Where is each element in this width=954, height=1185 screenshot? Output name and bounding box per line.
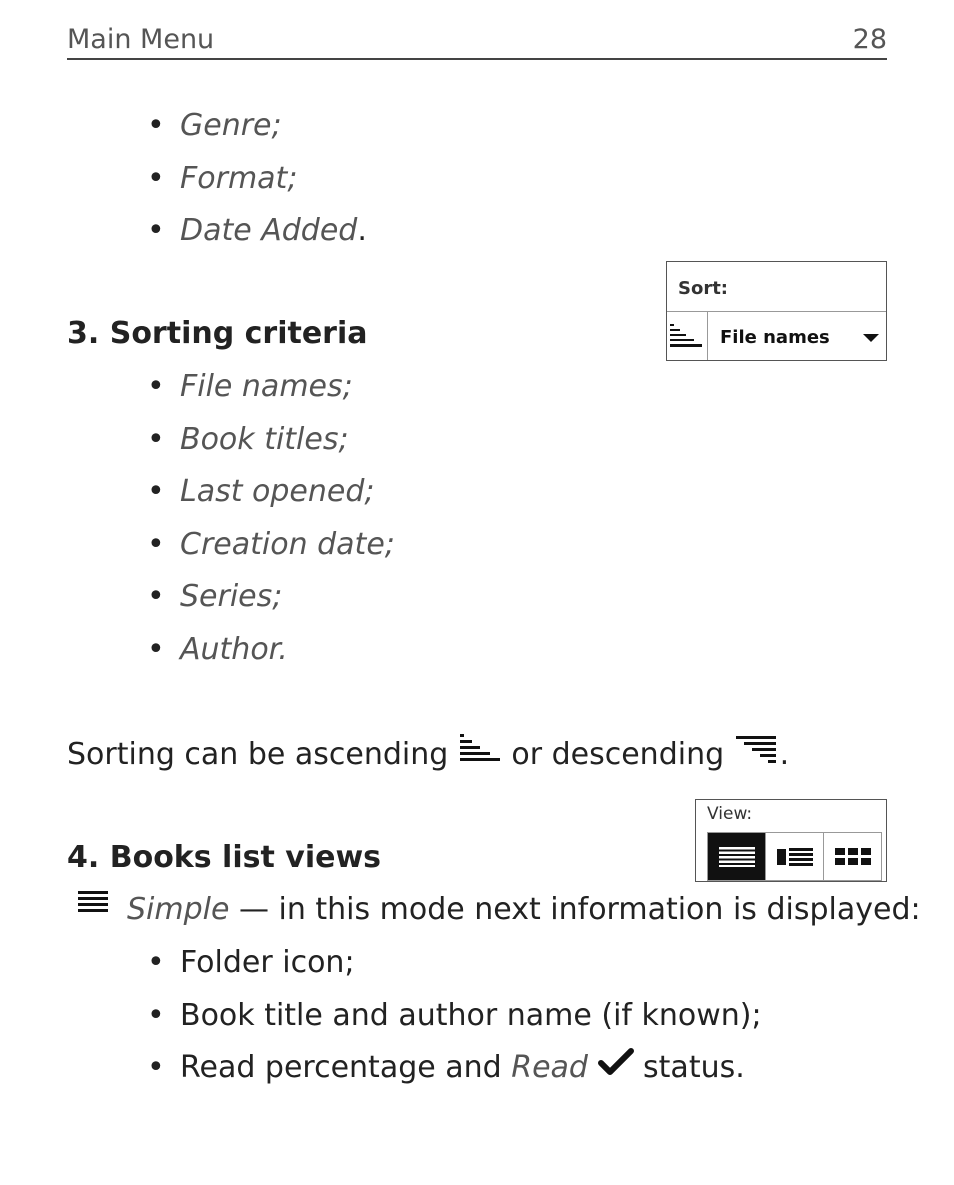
detailed-view-icon[interactable] — [766, 833, 824, 880]
sort-label: Sort: — [678, 278, 729, 299]
sort-ascending-icon[interactable] — [670, 324, 702, 352]
thumbnail-view-icon[interactable] — [824, 833, 881, 880]
view-panel — [695, 799, 887, 882]
sort-descending-icon — [734, 733, 780, 778]
section-heading-sorting: 3. Sorting criteria — [67, 316, 368, 351]
checkmark-icon — [598, 1048, 634, 1089]
page-number: 28 — [852, 24, 887, 55]
view-label: View: — [707, 804, 753, 824]
caret-down-icon[interactable] — [863, 334, 879, 342]
simple-list-icon — [78, 891, 108, 919]
divider — [707, 312, 708, 360]
page-header — [67, 24, 887, 60]
sort-panel — [666, 261, 887, 361]
section-heading-views: 4. Books list views — [67, 840, 382, 875]
header-title: Main Menu — [67, 24, 215, 55]
divider — [667, 311, 886, 312]
sort-ascending-icon — [458, 734, 502, 777]
sort-select-value[interactable]: File names — [720, 327, 830, 348]
sorting-direction-text: Sorting can be ascending or descending . — [67, 733, 789, 778]
simple-view-description: Simple — in this mode next information is displayed: — [127, 892, 921, 927]
simple-view-icon[interactable] — [708, 833, 766, 880]
view-toggle-group — [707, 832, 882, 881]
